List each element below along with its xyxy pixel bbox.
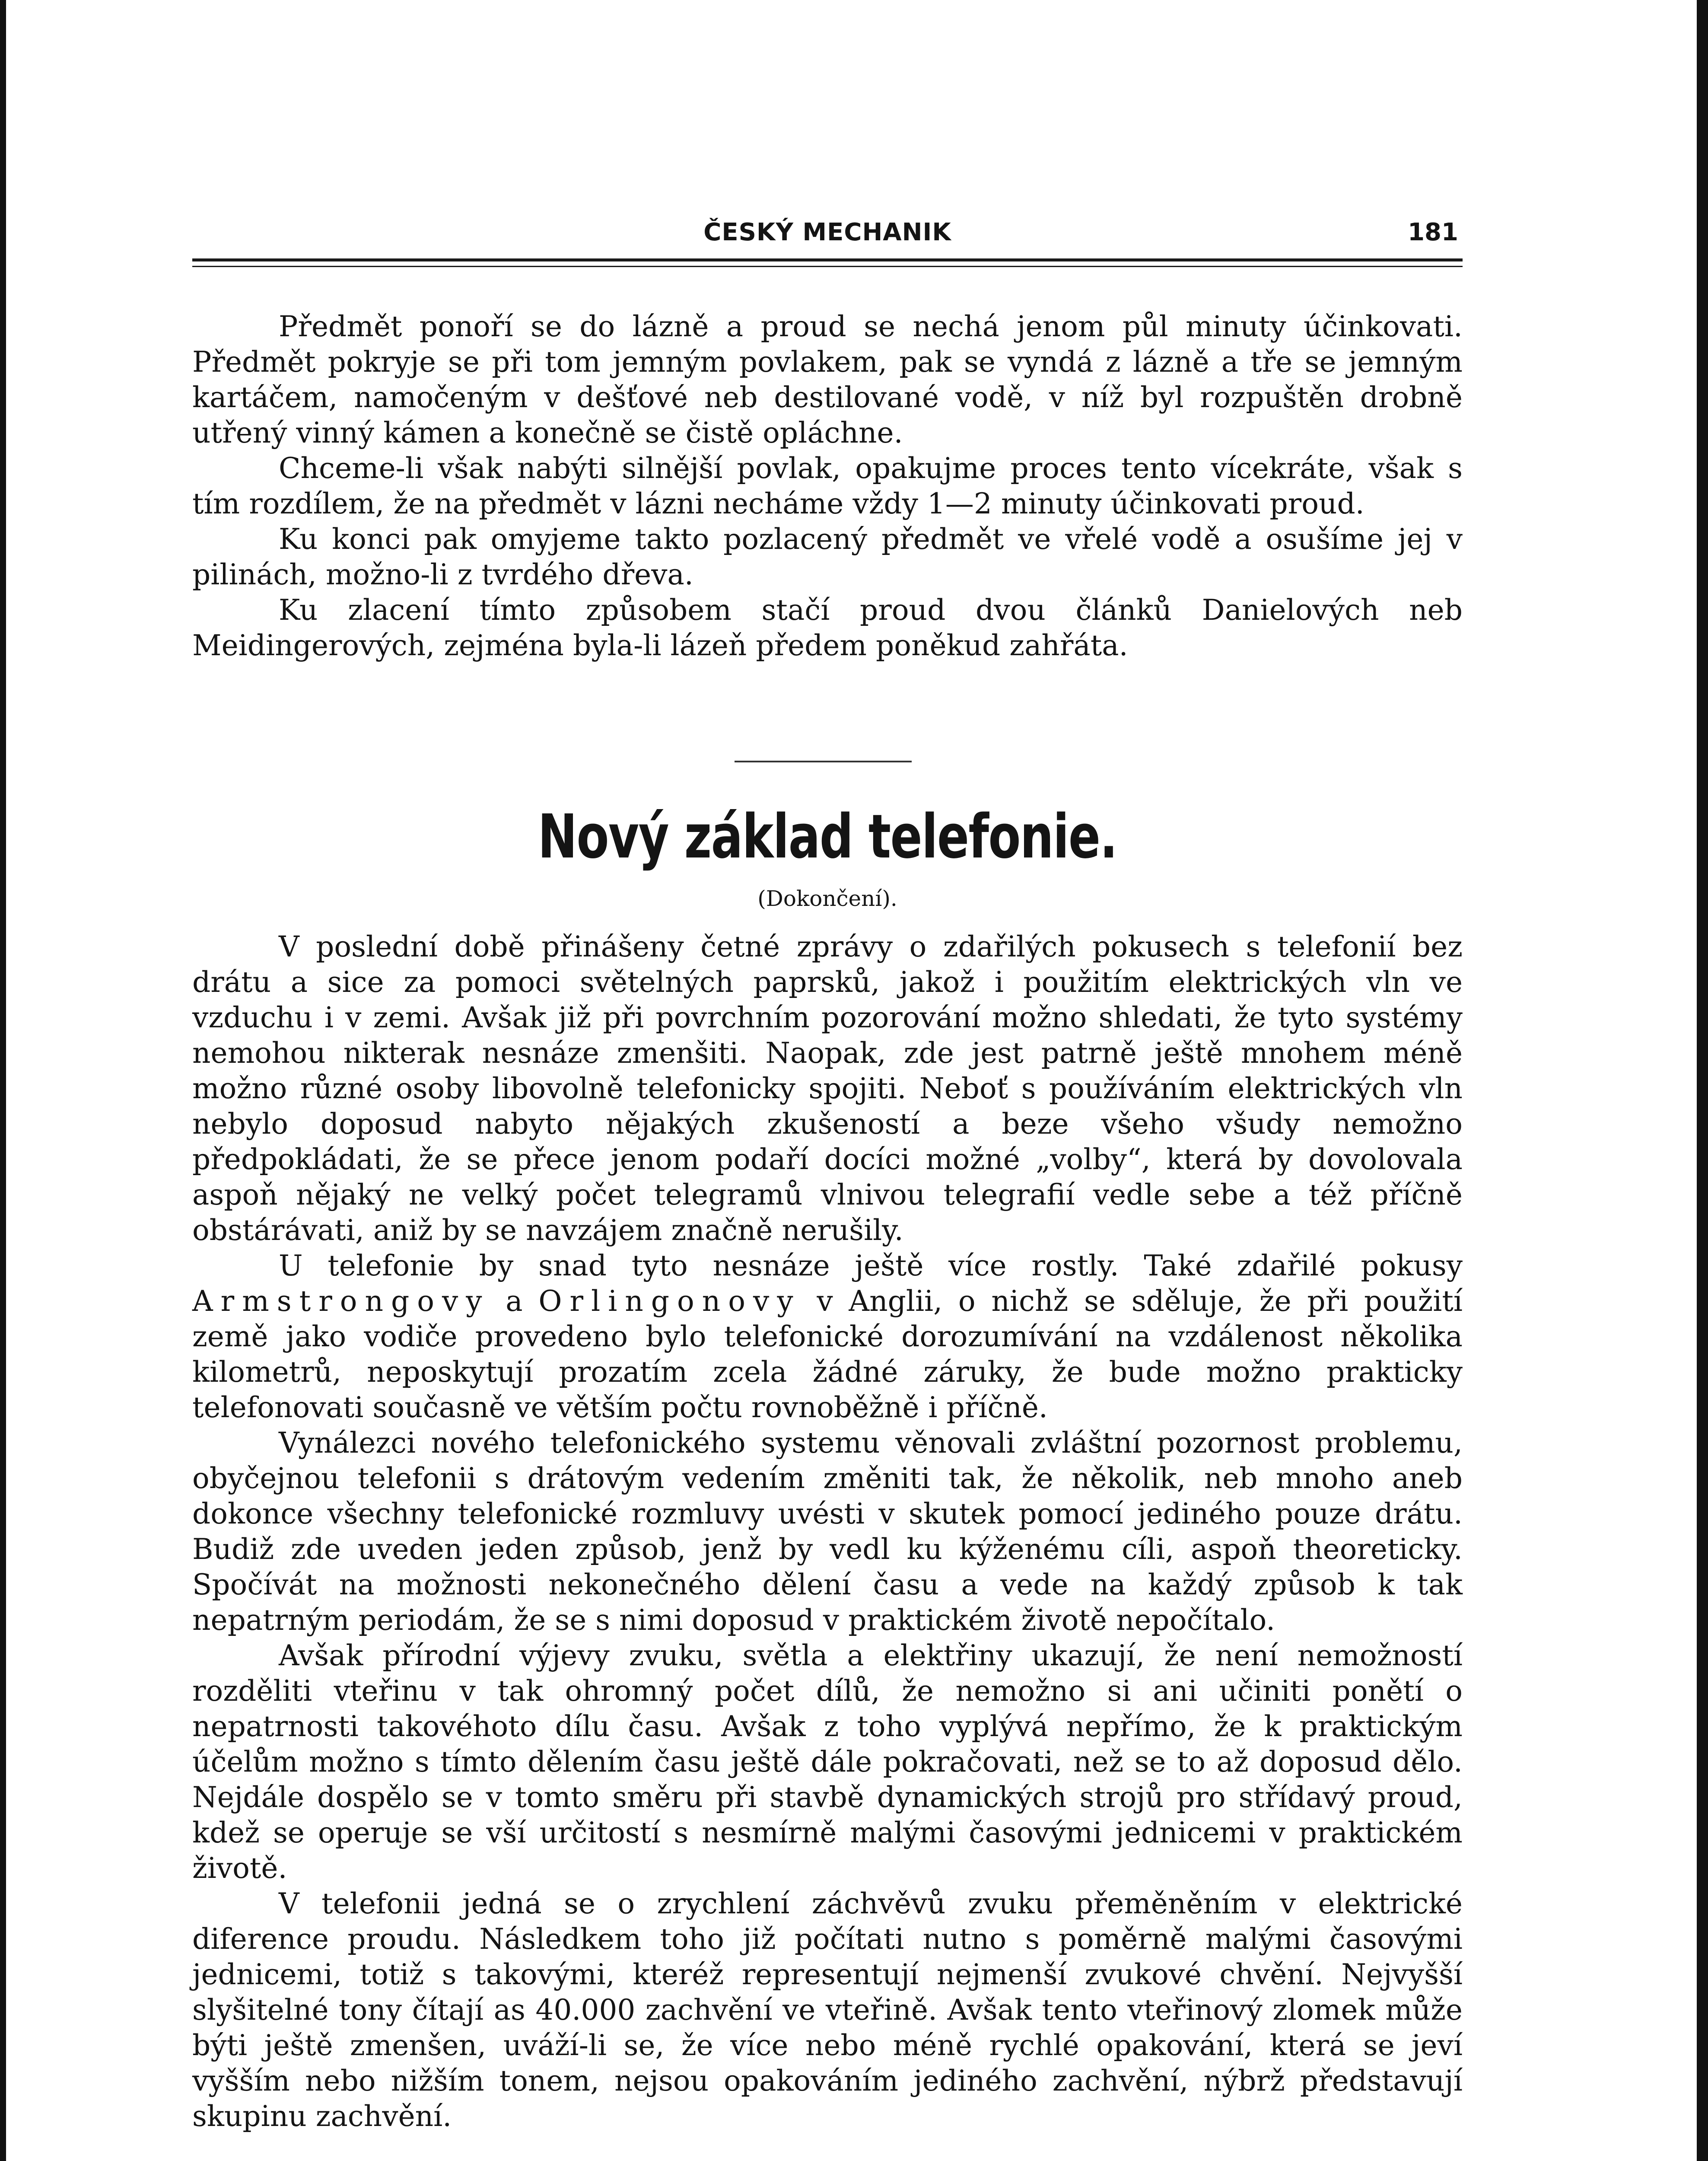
article-title: Nový základ telefonie.	[538, 802, 1117, 872]
person-name-orlingon: Orlingonovy	[538, 1284, 801, 1318]
article-paragraph: Vynálezci nového telefonického systemu věnovali zvláštní pozornost problemu, obyčejnou telefonii s drátovým vedením změniti tak, že několik, neb mnoho aneb dokonce všechny telefonické rozmluvy uvésti v skutek pomocí jediného pouze drátu. Budiž zde uveden jeden způsob, jenž by vedl ku kýženému cíli, aspoň theoreticky. Spočívát na možnosti nekonečného dělení času a vede na každý způsob k tak nepatrným periodám, že se s nimi doposud v praktickém životě nepočítalo.	[192, 1426, 1463, 1637]
article-paragraph: V poslední době přinášeny četné zprávy o zdařilých pokusech s telefonií bez drátu a sice za pomoci světelných paprsků, jakož i použitím elektrických vln ve vzduchu i v zemi. Avšak již při povrchním pozorování možno shledati, že tyto systémy nemohou nikterak nesnáze zmenšiti. Naopak, zde jest patrně ještě mnohem méně možno různé osoby libovolně telefonicky spojiti. Neboť s používáním elektrických vln nebylo doposud nabyto nějakých zkušeností a beze všeho všudy nemožno předpokládati, že se přece jenom podaří docíci možné „volby“, která by dovolovala aspoň nějaký ne velký počet telegramů vlnivou telegrafií vedle sebe a též příčně obstárávati, aniž by se navzájem značně nerušily.	[192, 930, 1463, 1247]
person-name-armstrong: Armstrongovy	[192, 1284, 490, 1318]
page-number: 181	[1408, 218, 1458, 246]
article-paragraph: V telefonii jedná se o zrychlení záchvěvů zvuku přeměněním v elektrické diference proudu. Následkem toho již počítati nutno s poměrně malými časovými jednicemi, totiž s takovými, kteréž representují nejmenší zvukové chvění. Nejvyšší slyšitelné tony čítají as 40.000 zachvění ve vteřině. Avšak tento vteřinový zlomek může býti ještě zmenšen, uváží-li se, že více nebo méně rychlé opakování, která se jeví vyšším nebo nižším tonem, nejsou opakováním jediného zachvění, nýbrž představují skupinu zachvění.	[192, 1887, 1463, 2133]
article-paragraph: Avšak přírodní výjevy zvuku, světla a elektřiny ukazují, že není nemožností rozděliti vteřinu v tak ohromný počet dílů, že nemožno si ani učiniti ponětí o nepatrnosti takovéhoto dílu času. Avšak z toho vyplývá nepřímo, že k praktickým účelům možno s tímto dělením času ještě dále pokračovati, než se to až doposud dělo. Nejdále dospělo se v tomto směru při stavbě dynamických strojů pro střídavý proud, kdež se operuje se vší určitostí s nesmírně malými časovými jednicemi v praktickém životě.	[192, 1639, 1463, 1885]
intro-paragraph: Chceme-li však nabýti silnější povlak, opakujme proces tento vícekráte, však s tím rozdílem, že na předmět v lázni necháme vždy 1—2 minuty účinkovati proud.	[192, 452, 1463, 520]
intro-paragraph: Předmět ponoří se do lázně a proud se nechá jenom půl minuty účinkovati. Předmět pokryje se při tom jemným povlakem, pak se vyndá z lázně a tře se jemným kartáčem, namočeným v dešťové neb destilované vodě, v níž byl rozpuštěn drobně utřený vinný kámen a konečně se čistě opláchne.	[192, 310, 1463, 449]
header-rule-thin	[192, 266, 1463, 267]
intro-paragraph: Ku zlacení tímto způsobem stačí proud dvou článků Danielových neb Meidingerových, zejména byla-li lázeň předem poněkud zahřáta.	[192, 593, 1463, 662]
header-rule-thick	[192, 258, 1463, 261]
paragraph-text: U telefonie by snad tyto nesnáze ještě více rostly. Také zdařilé pokusy	[279, 1249, 1463, 1282]
article-body	[192, 929, 1463, 2134]
scan-border-right	[1697, 0, 1708, 2161]
paragraph-text: v Anglii, o nichž se sděluje, že při použití země jako vodiče provedeno bylo telefonické dorozumívání na vzdálenost několika kilometrů, neposkytují prozatím zcela žádné záruky, že bude možno prakticky telefonovati současně ve větším počtu rovnoběžně i příčně.	[192, 1284, 1463, 1424]
intro-paragraph: Ku konci pak omyjeme takto pozlacený předmět ve vřelé vodě a osušíme jej v pilinách, možno-li z tvrdého dřeva.	[192, 523, 1463, 591]
page-header	[192, 218, 1463, 253]
intro-section	[192, 309, 1463, 663]
scan-border-left	[0, 0, 6, 2161]
section-separator	[735, 761, 912, 762]
running-title: ČESKÝ MECHANIK	[703, 218, 951, 246]
article-subtitle: (Dokončení).	[757, 886, 897, 911]
article-paragraph	[192, 1248, 1463, 1425]
paragraph-text: a	[490, 1284, 539, 1318]
